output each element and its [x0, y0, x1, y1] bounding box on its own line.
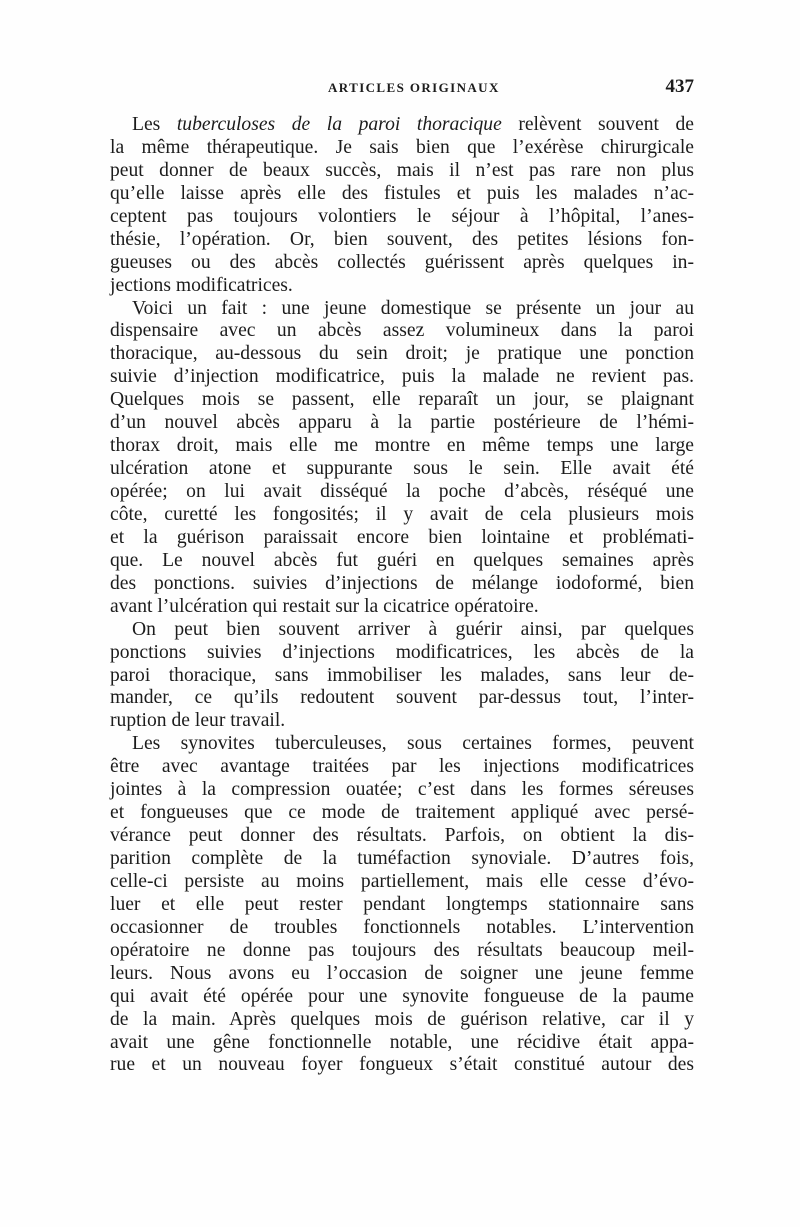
text-line: jointes à la compression ouatée; c’est dans les formes séreuses: [110, 779, 694, 801]
text-line: rue et un nouveau foyer fongueux s’était constitué autour des: [110, 1054, 694, 1076]
running-head: [110, 76, 694, 102]
text-line: leurs. Nous avons eu l’occasion de soigner une jeune femme: [110, 962, 694, 984]
text-line: mander, ce qu’ils redoutent souvent par-dessus tout, l’inter-: [110, 687, 694, 709]
paragraph: [110, 114, 694, 298]
text-line: vérance peut donner des résultats. Parfois, on obtient la dis-: [110, 825, 694, 847]
text-line: peut donner de beaux succès, mais il n’est pas rare non plus: [110, 159, 694, 181]
text-line: gueuses ou des abcès collectés guérissent après quelques in-: [110, 251, 694, 273]
text-line: On peut bien souvent arriver à guérir ainsi, par quelques: [132, 618, 694, 640]
text-line: Quelques mois se passent, elle reparaît un jour, se plaignant: [110, 389, 694, 411]
text-line: celle-ci persiste au moins partiellement, mais elle cesse d’évo-: [110, 870, 694, 892]
text-line: opérée; on lui avait disséqué la poche d’abcès, réséqué une: [110, 481, 694, 502]
text-line: ponctions suivies d’injections modificatrices, les abcès de la: [110, 641, 694, 663]
text-line: opératoire ne donne pas toujours des résultats beaucoup meil-: [110, 939, 694, 961]
text-line: de la main. Après quelques mois de guérison relative, car il y: [110, 1008, 694, 1030]
text-line: parition complète de la tuméfaction synoviale. D’autres fois,: [110, 848, 694, 869]
paragraph: [110, 619, 694, 734]
text-line: ulcération atone et suppurante sous le sein. Elle avait été: [110, 458, 694, 480]
text-line: être avec avantage traitées par les injections modificatrices: [110, 756, 694, 778]
paragraph: [110, 733, 694, 1077]
text-line: d’un nouvel abcès apparu à la partie postérieure de l’hémi-: [110, 412, 694, 434]
text-line: paroi thoracique, sans immobiliser les malades, sans leur de-: [110, 664, 694, 686]
text-line: jections modificatrices.: [110, 274, 293, 296]
text-line: Les tuberculoses de la paroi thoracique relèvent souvent de: [132, 114, 694, 135]
text-line: ruption de leur travail.: [110, 710, 286, 732]
body-text: [110, 114, 694, 1077]
text-line: que. Le nouvel abcès fut guéri en quelques semaines après: [110, 549, 694, 571]
text-line: thésie, l’opération. Or, bien souvent, des petites lésions fon-: [110, 228, 694, 250]
text-line: qui avait été opérée pour une synovite fongueuse de la paume: [110, 985, 694, 1007]
paragraph: [110, 298, 694, 619]
running-head-title: ARTICLES ORIGINAUX: [328, 80, 500, 95]
text-line: suivie d’injection modificatrice, puis la malade ne revient pas.: [110, 366, 694, 388]
text-line: avait une gêne fonctionnelle notable, une récidive était appa-: [110, 1031, 694, 1053]
text-line: thorax droit, mais elle me montre en même temps une large: [110, 435, 694, 457]
page-number: 437: [665, 76, 694, 97]
text-line: thoracique, au-dessous du sein droit; je pratique une ponction: [110, 343, 694, 365]
text-line: qu’elle laisse après elle des fistules et puis les malades n’ac-: [110, 182, 694, 204]
text-line: Voici un fait : une jeune domestique se présente un jour au: [132, 297, 694, 319]
italic-phrase: tuberculoses de la paroi thoracique: [176, 114, 502, 135]
text-line: ceptent pas toujours volontiers le séjour à l’hôpital, l’anes-: [110, 205, 694, 227]
text-line: des ponctions. suivies d’injections de mélange iodoformé, bien: [110, 572, 694, 594]
text-line: et la guérison paraissait encore bien lointaine et problémati-: [110, 526, 694, 548]
text-line: et fongueuses que ce mode de traitement appliqué avec persé-: [110, 802, 694, 824]
text-line: occasionner de troubles fonctionnels notables. L’intervention: [110, 916, 694, 938]
text-line: Les synovites tuberculeuses, sous certaines formes, peuvent: [132, 733, 694, 755]
text-line: luer et elle peut rester pendant longtemps stationnaire sans: [110, 893, 694, 915]
text-line: avant l’ulcération qui restait sur la cicatrice opératoire.: [110, 595, 539, 617]
text-line: côte, curetté les fongosités; il y avait de cela plusieurs mois: [110, 503, 694, 525]
text-line: dispensaire avec un abcès assez volumineux dans la paroi: [110, 320, 694, 342]
text-line: la même thérapeutique. Je sais bien que l’exérèse chirurgicale: [110, 136, 694, 158]
